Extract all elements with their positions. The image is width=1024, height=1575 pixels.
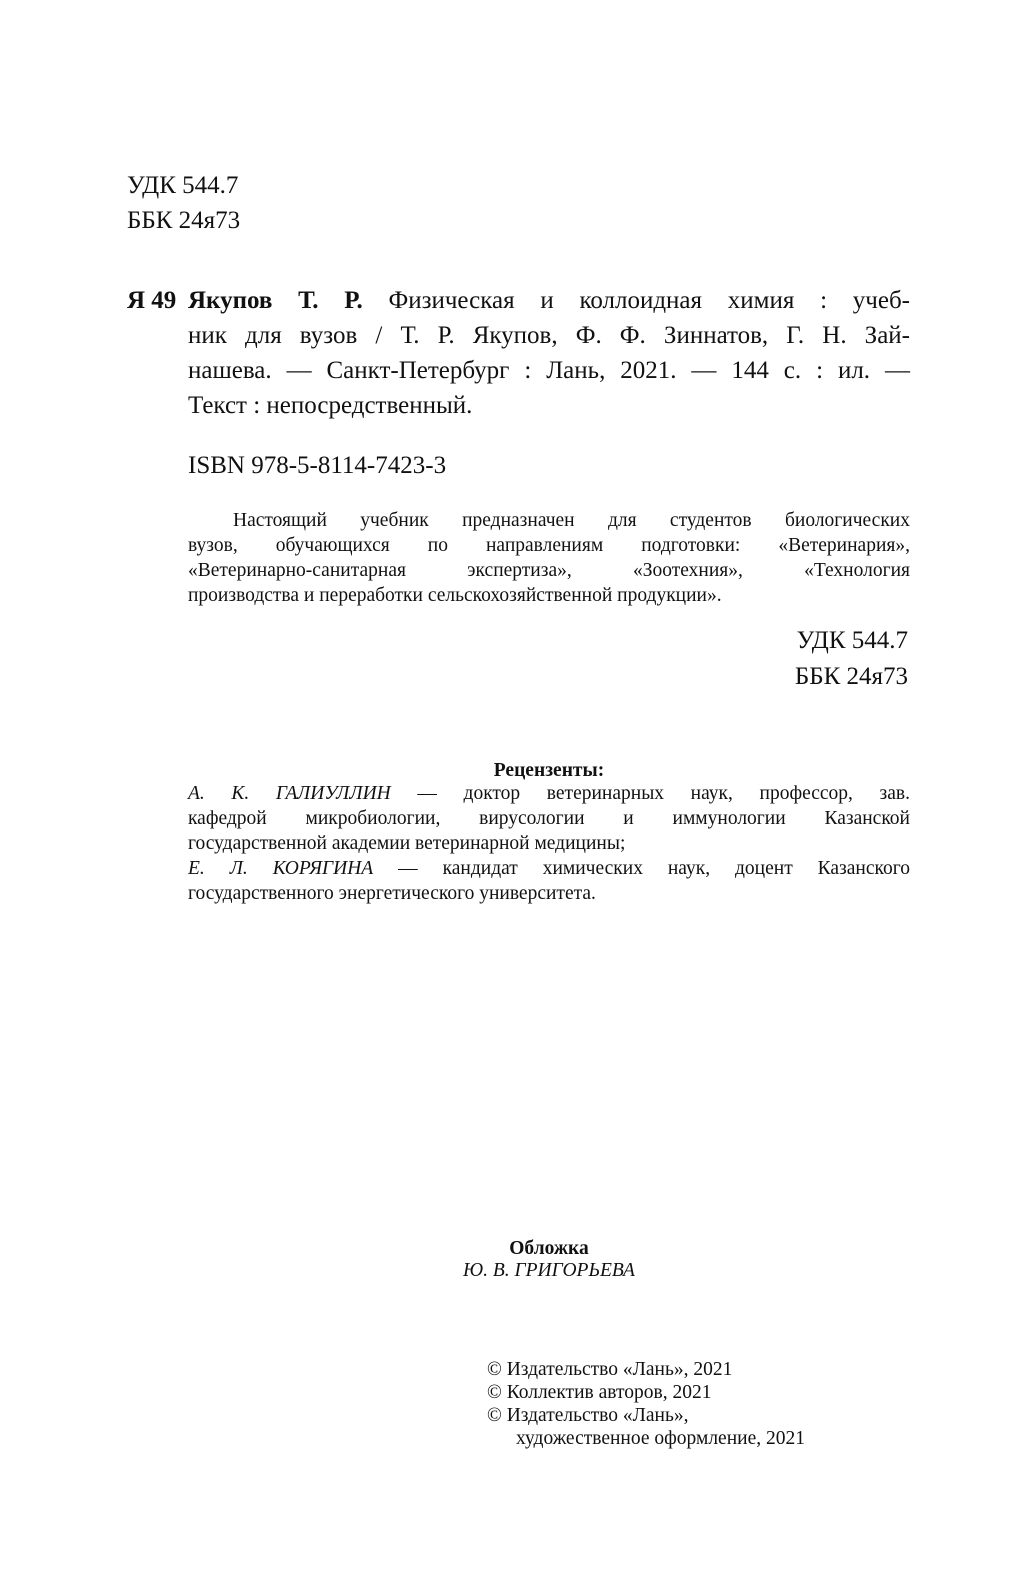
reviewer-text: государственной академии ветеринарной медицины;	[188, 833, 626, 854]
reviewer-text: — кандидат химических наук, доцент Казанского	[373, 858, 910, 879]
udk-code-right: УДК 544.7	[796, 627, 908, 654]
author-mark: Я 49	[127, 287, 177, 314]
annotation-line: вузов, обучающихся по направлениям подготовки: «Ветеринария»,	[188, 535, 910, 556]
copyright-line: художественное оформление, 2021	[516, 1428, 805, 1449]
reviewers-title: Рецензенты:	[493, 760, 605, 781]
udk-code: УДК 544.7	[127, 172, 239, 199]
reviewer-name: Е. Л. КОРЯГИНА	[188, 858, 374, 879]
entry-line: Физическая и коллоидная химия : учеб-	[388, 287, 910, 314]
reviewer-text: — доктор ветеринарных наук, профессор, зав.	[390, 783, 910, 804]
copyright-line: © Коллектив авторов, 2021	[487, 1382, 712, 1403]
reviewer-name: А. К. ГАЛИУЛЛИН	[188, 783, 391, 804]
copyright-block	[487, 1358, 805, 1450]
entry-line: ник для вузов / Т. Р. Якупов, Ф. Ф. Зиннатов, Г. Н. Зай-	[188, 322, 910, 349]
annotation	[188, 508, 910, 608]
catalog-entry	[188, 283, 910, 423]
isbn: ISBN 978-5-8114-7423-3	[188, 452, 447, 479]
cover-title: Обложка	[509, 1238, 589, 1259]
copyright-line: © Издательство «Лань», 2021	[487, 1359, 733, 1380]
author-name: Якупов Т. Р.	[188, 287, 363, 314]
entry-line: Текст : непосредственный.	[188, 392, 473, 419]
annotation-line: Настоящий учебник предназначен для студентов биологических	[233, 510, 910, 531]
reviewers-list	[188, 781, 910, 906]
bbk-code-right: ББК 24я73	[794, 663, 908, 690]
annotation-line: производства и переработки сельскохозяйственной продукции».	[188, 585, 722, 606]
annotation-line: «Ветеринарно-санитарная экспертиза», «Зоотехния», «Технология	[188, 560, 910, 581]
copyright-line: © Издательство «Лань»,	[487, 1405, 689, 1426]
cover-artist: Ю. В. ГРИГОРЬЕВА	[463, 1260, 635, 1281]
bbk-code: ББК 24я73	[127, 207, 241, 234]
entry-line: нашева. — Санкт-Петербург : Лань, 2021. — 144 с. : ил. —	[188, 357, 910, 384]
reviewer-text: кафедрой микробиологии, вирусологии и иммунологии Казанской	[188, 808, 910, 829]
reviewer-text: государственного энергетического университета.	[188, 883, 596, 904]
